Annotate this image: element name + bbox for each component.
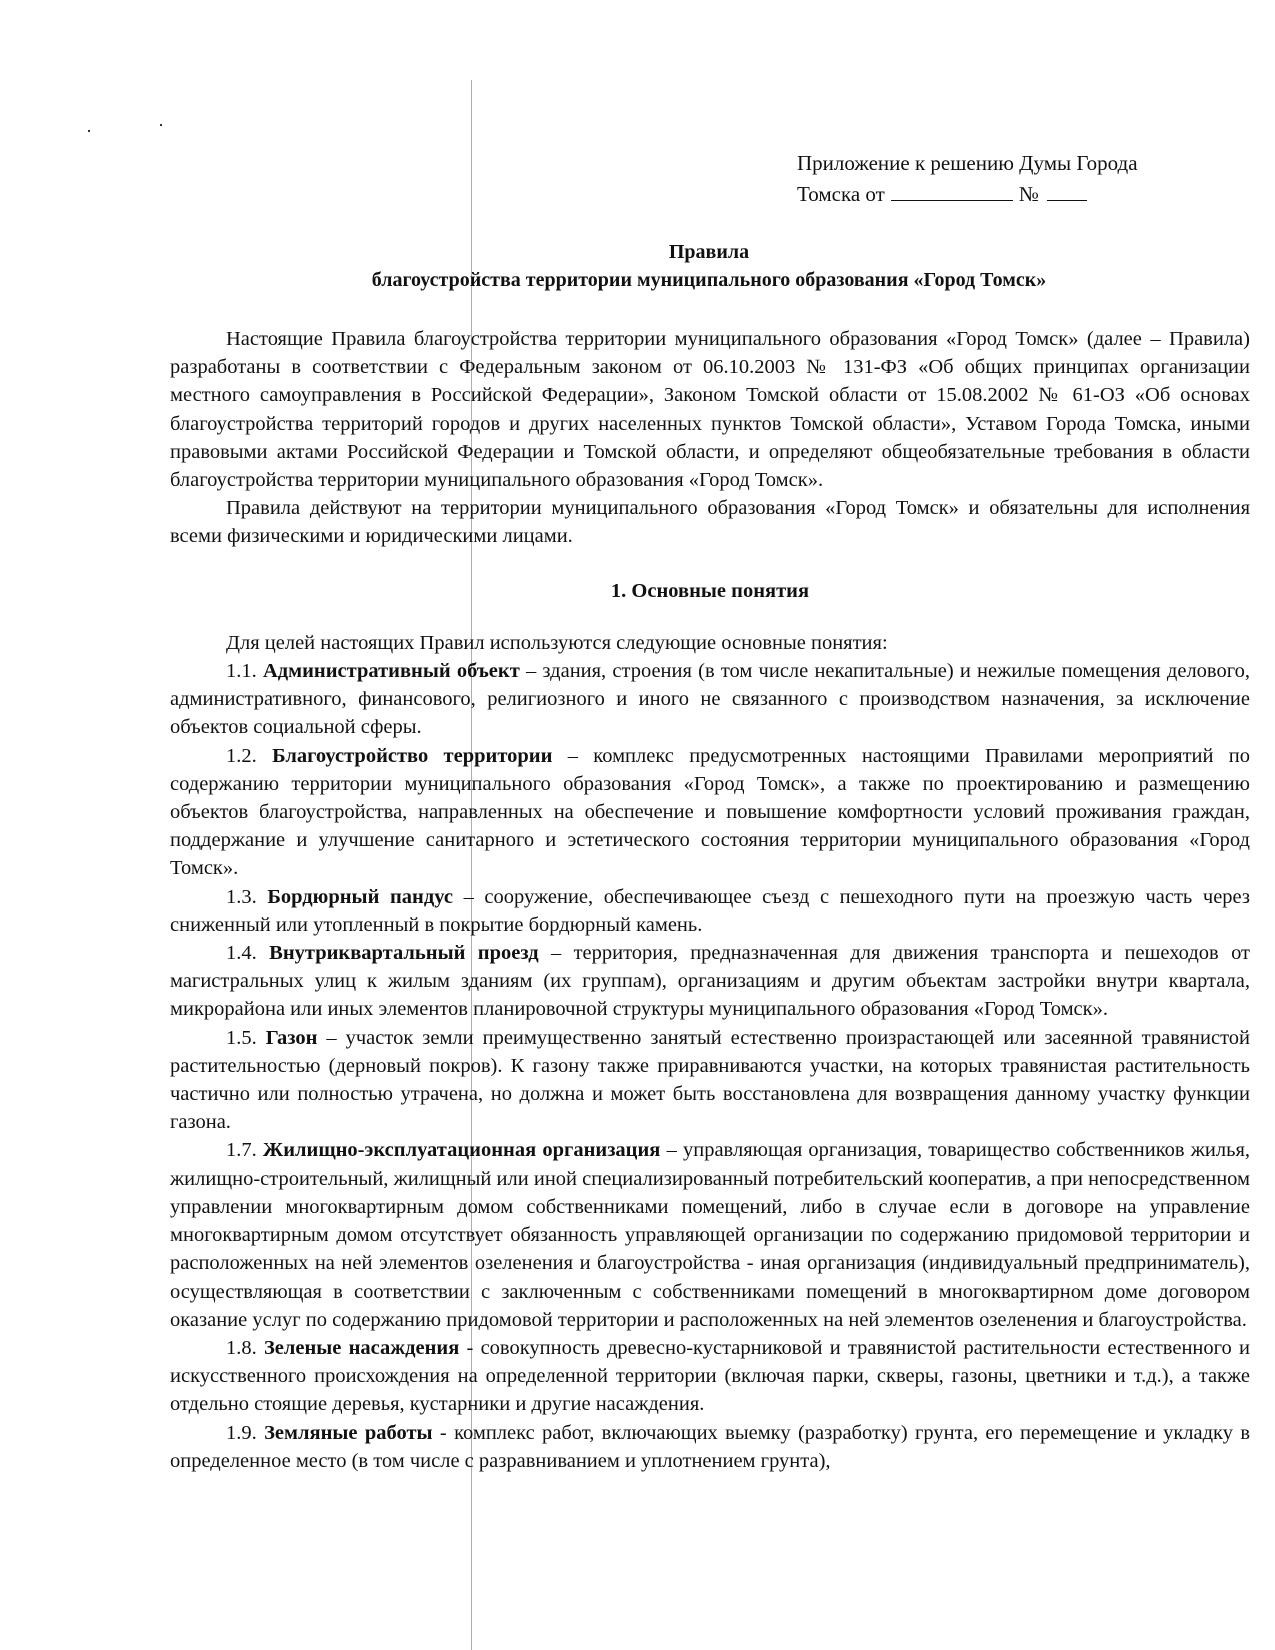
intro-paragraph: Правила действуют на территории муниципального образования «Город Томск» и обязательны для исполнения всеми физическими и юридическими лицами. <box>170 497 1250 548</box>
scan-speck <box>160 124 162 126</box>
document-body <box>170 325 1250 1475</box>
definition-item <box>170 883 1250 939</box>
definition-text: – управляющая организация, товарищество собственников жилья, жилищно-строительный, жилищный или иной специализированный потребительский кооператив, а при непосредственном управлении многоквартирным домом собственниками помещений, либо в случае если в договоре на управление многоквартирным домом отсутствует обязанность управляющей организации по содержанию придомовой территории и расположенных на ней элементов озеленения и благоустройства - иная организация (индивидуальный предприниматель), осуществляющая в соответствии с заключенным с собственниками помещений в многоквартирном доме договором оказание услуг по содержанию придомовой территории и расположенных на ней элементов озеленения и благоустройства. <box>170 1139 1251 1331</box>
definition-term: Бордюрный пандус <box>267 885 453 908</box>
appendix-note-date-label: Томска от <box>797 182 885 206</box>
number-sign: № <box>1018 182 1039 206</box>
definition-number: 1.3. <box>226 885 257 908</box>
definition-number: 1.8. <box>226 1336 257 1359</box>
definition-number: 1.9. <box>226 1421 257 1444</box>
document-subtitle: благоустройства территории муниципального образования «Город Томск» <box>371 269 1047 291</box>
definition-term: Земляные работы <box>264 1421 433 1444</box>
section-lead: Для целей настоящих Правил используются следующие основные понятия: <box>226 631 888 654</box>
definition-text: – комплекс предусмотренных настоящими Правилами мероприятий по содержанию территории муниципального образования «Город Томск», а также по проектированию и размещению объектов благоустройства, направленных на обеспечение и повышение комфортности условий проживания граждан, поддержание и улучшение санитарного и эстетического состояния территории муниципального образования «Город Томск». <box>170 744 1251 880</box>
definition-text: – территория, предназначенная для движения транспорта и пешеходов от магистральных улиц к жилым зданиям (их группам), организациям и другим объектам застройки внутри квартала, микрорайона или иных элементов планировочной структуры муниципального образования «Город Томск». <box>170 942 1251 1021</box>
number-blank-line <box>1047 182 1087 201</box>
definition-item <box>170 1419 1250 1475</box>
document-title: Правила <box>668 241 750 263</box>
definition-item <box>170 657 1250 742</box>
definition-number: 1.5. <box>226 1026 257 1049</box>
definition-text: – участок земли преимущественно занятый естественно произрастающей или засеянной травянистой растительностью (дерновый покров). К газону также приравниваются участки, на которых травянистая растительность частично или полностью утрачена, но должна и может быть восстановлена для возвращения данному участку функции газона. <box>170 1026 1250 1134</box>
definition-term: Жилищно-эксплуатационная организация <box>262 1139 661 1162</box>
definition-text: – здания, строения (в том числе некапитальные) и нежилые помещения делового, административного, финансового, религиозного и иного не связанного с производством назначения, за исключение объектов социальной сферы. <box>170 660 1250 739</box>
definition-number: 1.1. <box>226 660 257 683</box>
section-heading: 1. Основные понятия <box>610 579 810 602</box>
appendix-note-line2 <box>797 179 1138 210</box>
definition-number: 1.2. <box>226 744 257 767</box>
definition-term: Благоустройство территории <box>272 744 553 767</box>
definition-item <box>170 1136 1250 1333</box>
definition-text: - совокупность древесно-кустарниковой и травянистой растительности естественного и искусственного происхождения на определенной территории (включая парки, скверы, газоны, цветники и т.д.), а также отдельно стоящие деревья, кустарники и другие насаждения. <box>170 1336 1250 1416</box>
definition-term: Газон <box>265 1026 318 1049</box>
definition-text: - комплекс работ, включающих выемку (разработку) грунта, его перемещение и укладку в определенное место (в том числе с разравниванием и уплотнением грунта), <box>170 1421 1251 1472</box>
appendix-note-line1: Приложение к решению Думы Города <box>797 151 1138 175</box>
document-title-block <box>170 238 1248 294</box>
definition-item <box>170 742 1250 883</box>
appendix-note <box>797 148 1138 210</box>
definition-term: Зеленые насаждения <box>263 1336 460 1359</box>
definition-text: – сооружение, обеспечивающее съезд с пешеходного пути на проезжую часть через сниженный или утопленный в покрытие бордюрный камень. <box>170 885 1250 936</box>
definition-number: 1.4. <box>226 942 257 965</box>
definition-term: Внутриквартальный проезд <box>269 942 539 965</box>
intro-paragraph: Настоящие Правила благоустройства территории муниципального образования «Город Томск» (далее – Правила) разработаны в соответствии с Федеральным законом от 06.10.2003 № 131-ФЗ «Об общих принципах организации местного самоуправления в Российской Федерации», Законом Томской области от 15.08.2002 № 61-ОЗ «Об основах благоустройства территорий городов и других населенных пунктов Томской области», Уставом Города Томска, иными правовыми актами Российской Федерации и Томской области, и определяют общеобязательные требования в области благоустройства территории муниципального образования «Город Томск». <box>170 328 1250 492</box>
definition-item <box>170 939 1250 1024</box>
scan-speck <box>88 130 90 132</box>
definition-item <box>170 1024 1250 1137</box>
definition-term: Административный объект <box>262 660 520 683</box>
definition-number: 1.7. <box>226 1139 257 1162</box>
date-blank-line <box>891 182 1013 201</box>
definition-item <box>170 1334 1250 1419</box>
